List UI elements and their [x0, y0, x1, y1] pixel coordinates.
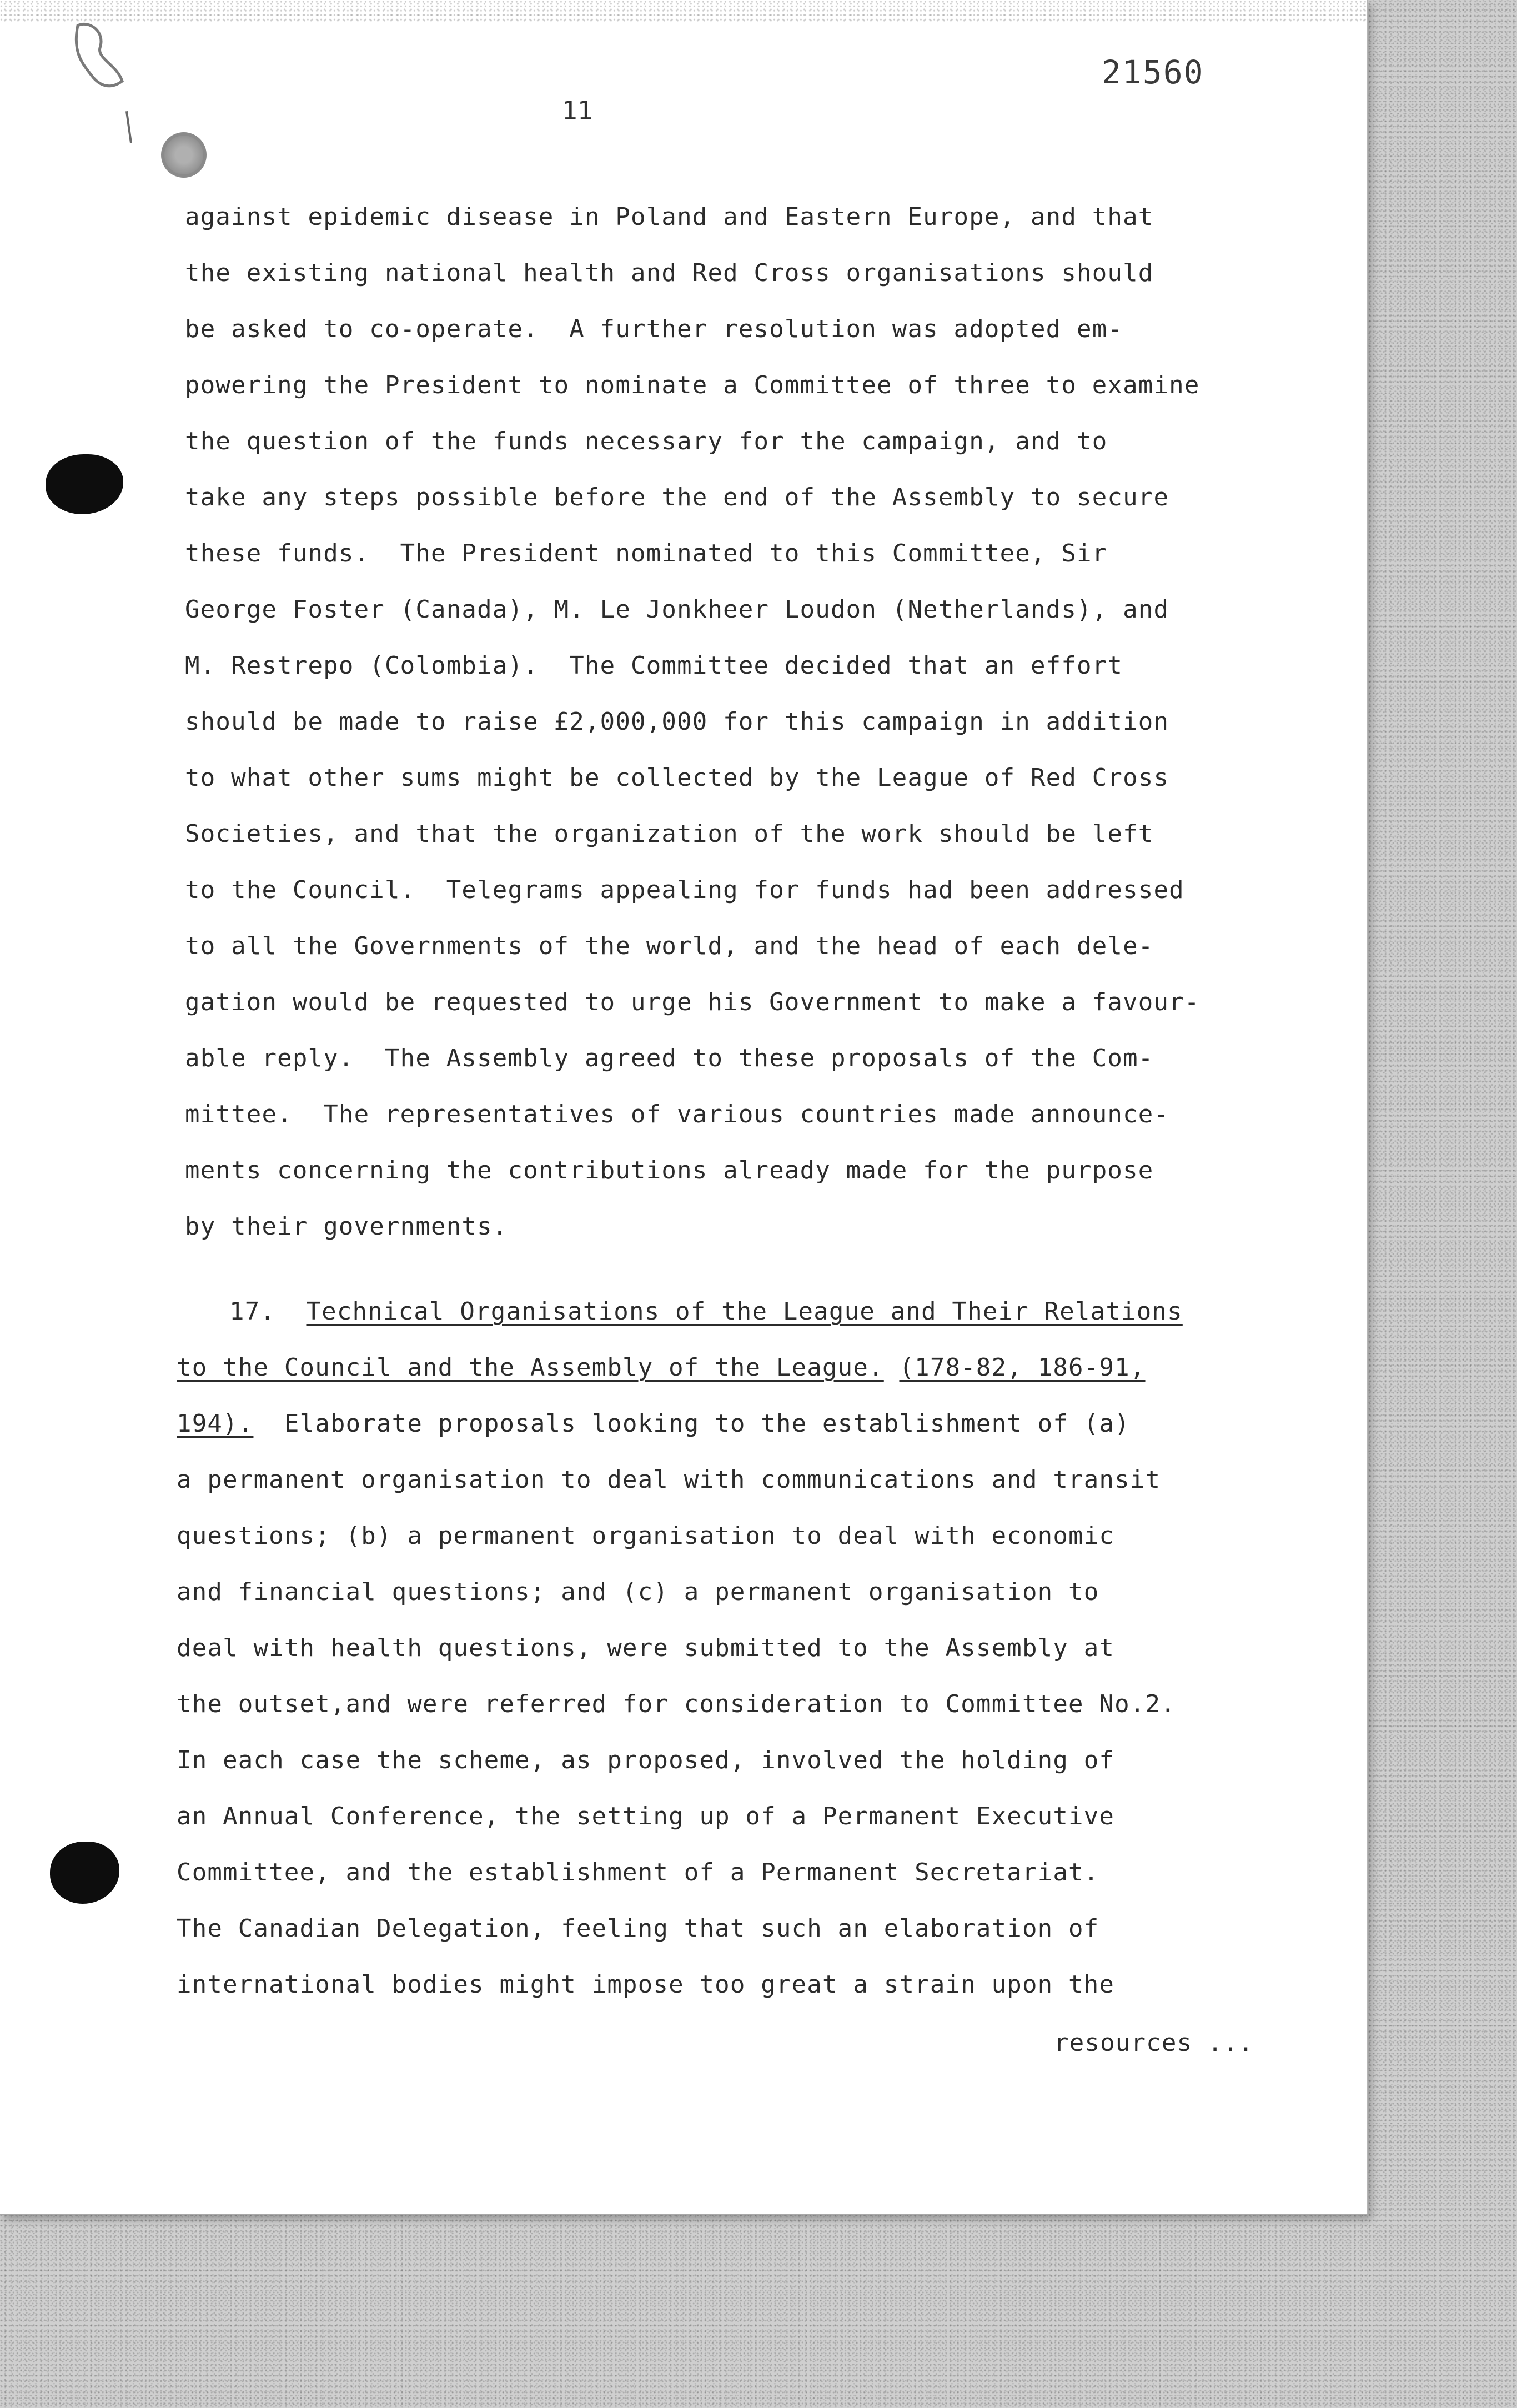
paragraph-line: the question of the funds necessary for the campaign, and to — [185, 427, 1108, 455]
section-heading-line — [177, 1353, 1146, 1382]
section-line: international bodies might impose too great a strain upon the — [177, 1970, 1115, 1999]
paragraph-line: take any steps possible before the end of the Assembly to secure — [185, 483, 1169, 511]
paragraph-line: by their governments. — [185, 1212, 508, 1241]
paragraph-line: mittee. The representatives of various countries made announce- — [185, 1100, 1169, 1128]
paragraph-line: against epidemic disease in Poland and Eastern Europe, and that — [185, 203, 1154, 231]
section-references: (178-82, 186-91, — [899, 1353, 1146, 1382]
section-line: and financial questions; and (c) a permanent organisation to — [177, 1578, 1099, 1606]
paragraph-line: these funds. The President nominated to this Committee, Sir — [185, 539, 1108, 568]
paragraph-line: ments concerning the contributions already made for the purpose — [185, 1156, 1154, 1185]
section-title: Technical Organisations of the League and Their Relations — [306, 1297, 1183, 1326]
paragraph-line: gation would be requested to urge his Government to make a favour- — [185, 988, 1200, 1016]
catchword: resources ... — [1054, 2029, 1254, 2057]
paragraph-line: to all the Governments of the world, and the head of each dele- — [185, 932, 1154, 960]
paragraph-line: Societies, and that the organization of the work should be left — [185, 820, 1154, 848]
paragraph-line: able reply. The Assembly agreed to these proposals of the Com- — [185, 1044, 1154, 1072]
section-references-end: 194). — [177, 1409, 254, 1438]
section-line: a permanent organisation to deal with communications and transit — [177, 1466, 1161, 1494]
section-heading-line — [177, 1409, 1130, 1438]
section-line: deal with health questions, were submitted to the Assembly at — [177, 1634, 1115, 1662]
section-number: 17. — [229, 1297, 276, 1326]
page-number: 11 — [562, 96, 593, 126]
paragraph-line: George Foster (Canada), M. Le Jonkheer Loudon (Netherlands), and — [185, 595, 1169, 624]
section-text: Elaborate proposals looking to the establishment of (a) — [284, 1409, 1130, 1438]
paragraph-line: should be made to raise £2,000,000 for this campaign in addition — [185, 708, 1169, 736]
section-line: The Canadian Delegation, feeling that such an elaboration of — [177, 1914, 1099, 1943]
section-line: Committee, and the establishment of a Permanent Secretariat. — [177, 1858, 1099, 1887]
paragraph-line: be asked to co-operate. A further resolution was adopted em- — [185, 315, 1123, 343]
section-line: In each case the scheme, as proposed, involved the holding of — [177, 1746, 1115, 1774]
paragraph-line: to what other sums might be collected by the League of Red Cross — [185, 764, 1169, 792]
archive-number: 21560 — [1102, 53, 1204, 91]
section-title-continued: to the Council and the Assembly of the League. — [177, 1353, 884, 1382]
section-line: an Annual Conference, the setting up of a Permanent Executive — [177, 1802, 1115, 1830]
paragraph-line: powering the President to nominate a Committee of three to examine — [185, 371, 1200, 399]
section-line: questions; (b) a permanent organisation to deal with economic — [177, 1522, 1115, 1550]
paragraph-line: the existing national health and Red Cross organisations should — [185, 259, 1154, 287]
paragraph-line: M. Restrepo (Colombia). The Committee decided that an effort — [185, 651, 1123, 680]
section-line: the outset,and were referred for consideration to Committee No.2. — [177, 1690, 1176, 1718]
paragraph-line: to the Council. Telegrams appealing for funds had been addressed — [185, 876, 1184, 904]
section-heading-line — [229, 1297, 1183, 1326]
